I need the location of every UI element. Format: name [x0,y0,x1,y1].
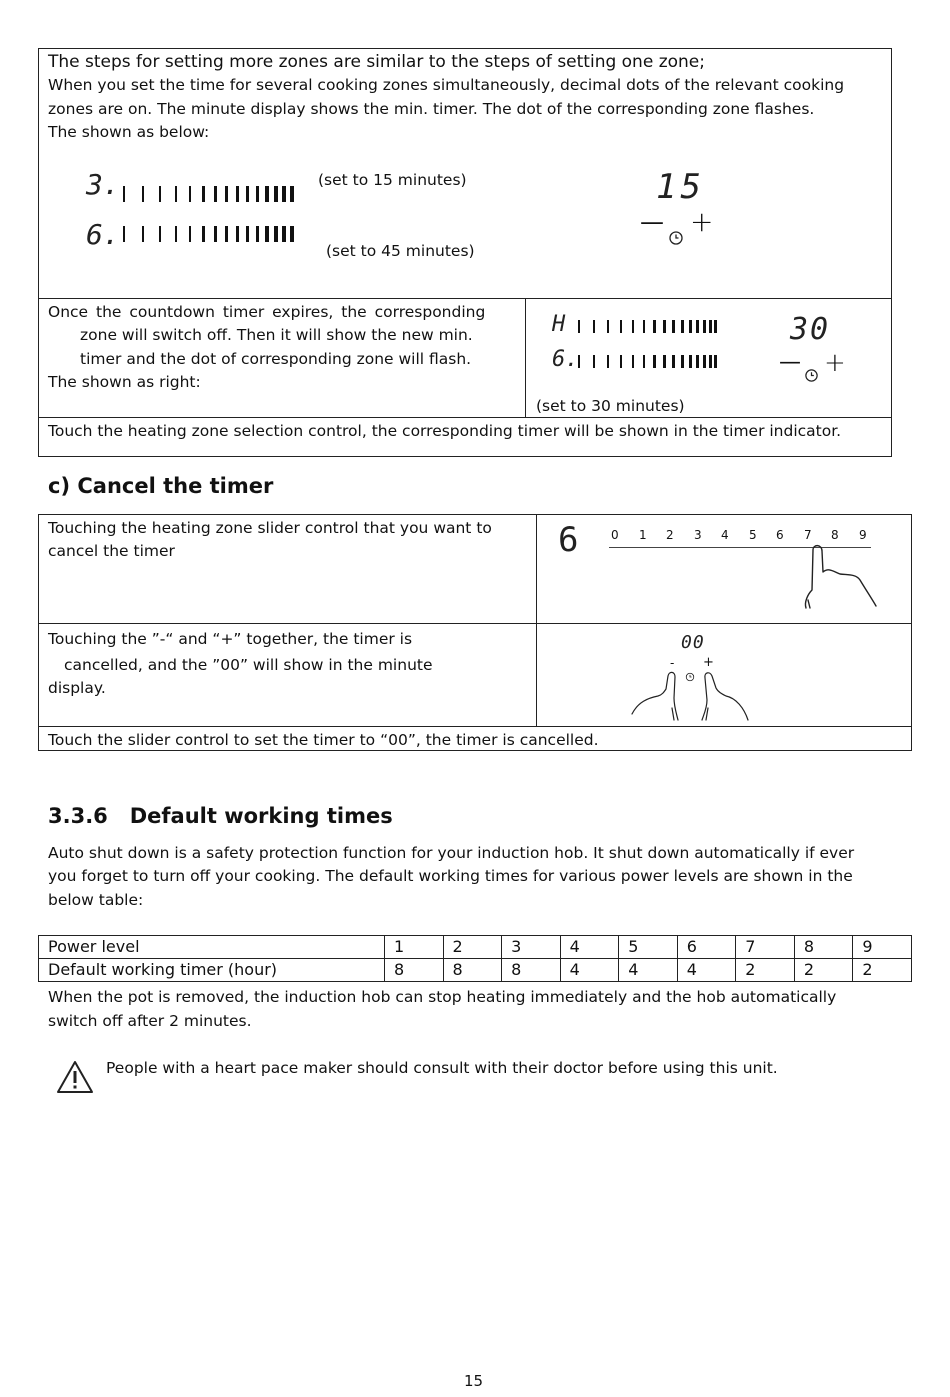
table-cell: 2 [794,959,853,982]
timer-plus: + [703,655,714,670]
slider-number: 1 [639,528,647,542]
two-hands-icon [628,668,753,727]
table-cell: 8 [385,959,444,982]
table-cell: 2 [853,959,912,982]
slider-number: 9 [859,528,867,542]
warning-text: People with a heart pace maker should consult with their doctor before using this unit. [106,1059,778,1077]
countdown-line: Once the countdown timer expires, the corresponding [48,303,486,321]
zone2-digit: 6. [86,218,120,251]
clock-icon [804,368,819,387]
slider-number: 5 [749,528,757,542]
table-cell: Power level [39,936,385,959]
slider-number: 0 [611,528,619,542]
after-line: When the pot is removed, the induction hob can stop heating immediately and the hob automatically [48,988,837,1006]
power-bar-indicator [578,320,718,333]
table-row [39,936,912,959]
table-cell: 7 [736,936,795,959]
zone1-digit: 3. [86,168,120,201]
table-cell: Default working timer (hour) [39,959,385,982]
table-cell: 4 [677,959,736,982]
intro-line: Auto shut down is a safety protection function for your induction hob. It shut down automatically if ever [48,844,855,862]
table-row [39,959,912,982]
cancel-row2-line: cancelled, and the ”00” will show in the minute [64,656,433,674]
power-bar-indicator [123,226,295,242]
table-cell: 4 [560,936,619,959]
multi-zone-title: The steps for setting more zones are similar to the steps of setting one zone; [48,52,705,72]
cancel-row2-line: Touching the ”-“ and “+” together, the timer is [48,630,413,648]
timer-plus: + [824,348,846,378]
touch-zone-note: Touch the heating zone selection control, the corresponding timer will be shown in the timer indicator. [48,422,842,440]
pointing-hand-icon [796,534,886,618]
slider-number: 2 [666,528,674,542]
timer-display: 30 [790,312,831,347]
intro-line: you forget to turn off your cooking. The default working times for various power levels are shown in the [48,867,853,885]
table-cell: 8 [443,959,502,982]
table-cell: 6 [677,936,736,959]
divider [536,514,537,726]
zone1-digit: H [552,312,566,337]
slider-number: 4 [721,528,729,542]
multi-zone-line: zones are on. The minute display shows the min. timer. The dot of the corresponding zone flashes. [48,100,815,118]
divider [525,298,526,417]
note-15-minutes: (set to 15 minutes) [318,171,467,189]
slider-number: 7 [804,528,812,542]
note-30-minutes: (set to 30 minutes) [536,397,685,415]
clock-icon [668,230,684,250]
table-cell: 5 [619,936,678,959]
timer-minus: - [670,656,675,670]
timer-minus: — [779,350,801,375]
divider [38,726,912,727]
countdown-line: zone will switch off. Then it will show the new min. [80,326,473,344]
table-cell: 4 [560,959,619,982]
zone2-digit: 6. [552,347,579,372]
slider-number: 8 [831,528,839,542]
page-number: 15 [464,1372,484,1390]
table-cell: 1 [385,936,444,959]
divider [38,298,892,299]
table-cell: 8 [794,936,853,959]
power-bar-indicator [578,355,718,368]
default-times-table [38,935,912,982]
timer-minus: — [640,208,664,236]
table-cell: 2 [736,959,795,982]
zone-digit: 6 [558,520,579,560]
after-line: switch off after 2 minutes. [48,1012,252,1030]
cancel-row2-line: display. [48,679,106,697]
slider-number: 6 [776,528,784,542]
countdown-line: timer and the dot of corresponding zone will flash. [80,350,472,368]
table-cell: 3 [502,936,561,959]
warning-icon [56,1060,94,1098]
table-cell: 2 [443,936,502,959]
slider-number: 3 [694,528,702,542]
cancel-row3: Touch the slider control to set the timer to “00”, the timer is cancelled. [48,731,599,749]
table-cell: 9 [853,936,912,959]
cancel-row1-line: Touching the heating zone slider control that you want to [48,519,492,537]
multi-zone-line: The shown as below: [48,123,210,141]
divider [38,417,892,418]
multi-zone-line: When you set the time for several cooking zones simultaneously, decimal dots of the relevant cooking [48,76,845,94]
note-45-minutes: (set to 45 minutes) [326,242,475,260]
table-cell: 4 [619,959,678,982]
countdown-line: The shown as right: [48,373,201,391]
timer-display: 15 [656,167,705,207]
section-heading: 3.3.6 Default working times [48,804,393,828]
table-cell: 8 [502,959,561,982]
divider [38,623,912,624]
power-bar-indicator [123,186,295,202]
section-heading: c) Cancel the timer [48,474,274,498]
minute-display: 00 [681,632,705,653]
cancel-row1-line: cancel the timer [48,542,175,560]
timer-plus: + [690,205,714,238]
intro-line: below table: [48,891,144,909]
